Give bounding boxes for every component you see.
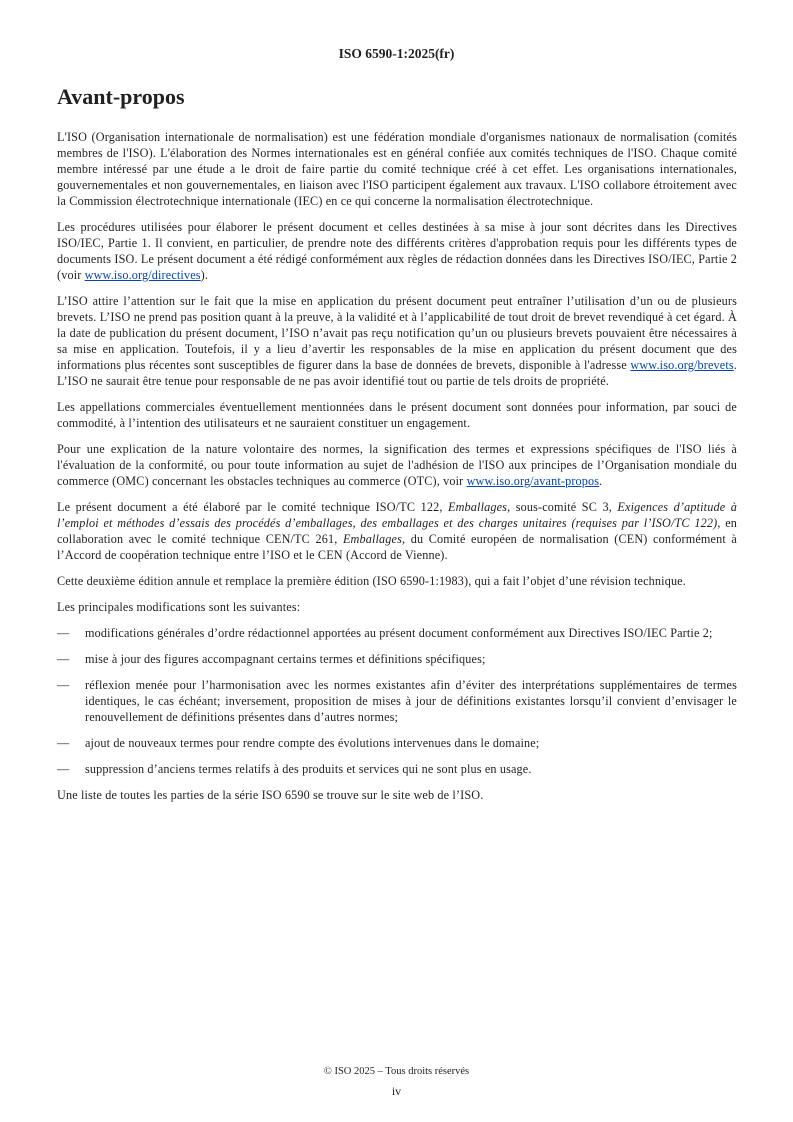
list-item <box>57 625 737 641</box>
dash-bullet: — <box>57 652 70 666</box>
list-item-text: modifications générales d’ordre rédactionnel apportées au présent document conformément aux Directives ISO/IEC Partie 2; <box>85 626 713 640</box>
paragraph-iso-intro: L'ISO (Organisation internationale de normalisation) est une fédération mondiale d'organismes nationaux de normalisation (comités membres de l'ISO). L'élaboration des Normes internationales est en général confiée aux comités techniques de l'ISO. Chaque comité membre intéressé par une étude a le droit de faire partie du comité technique créé à cet effet. Les organisations internationales, gouvernementales et non gouvernementales, en liaison avec l'ISO participent également aux travaux. L'ISO collabore étroitement avec la Commission électrotechnique internationale (IEC) en ce qui concerne la normalisation électrotechnique. <box>57 130 737 208</box>
document-id-header: ISO 6590-1:2025(fr) <box>338 46 455 61</box>
changes-list <box>57 625 737 777</box>
paragraph-patents <box>57 293 737 389</box>
text-italic: Exigences d’aptitude à l’emploi et méthodes d’essais des procédés d’emballages, des emballages et des charges unitaires (requises par l’ISO/TC 122) <box>57 500 737 530</box>
text: , du Comité européen de normalisation (CEN) conformément à l’Accord de coopération technique entre l’ISO et le CEN (Accord de Vienne). <box>57 532 737 562</box>
dash-bullet: — <box>57 626 70 640</box>
text-italic: Emballages <box>448 500 508 514</box>
paragraph-procedures <box>57 219 737 283</box>
text: ). <box>200 268 209 282</box>
list-item <box>57 761 737 777</box>
page-number: iv <box>391 1084 402 1098</box>
list-item-text: ajout de nouveaux termes pour rendre compte des évolutions intervenues dans le domaine; <box>85 736 540 750</box>
text: . <box>599 474 603 488</box>
list-item-text: suppression d’anciens termes relatifs à des produits et services qui ne sont plus en usage. <box>85 762 532 776</box>
paragraph-committee <box>57 499 737 563</box>
copyright-footer: © ISO 2025 – Tous droits réservés <box>323 1066 470 1077</box>
list-item-text: réflexion menée pour l’harmonisation avec les normes existantes afin d’éviter des interprétations supplémentaires de termes identiques, le cas échéant; inversement, proposition de mises à jour de définitions existantes lorsqu’il convient d’envisager le renouvellement de définitions présentes dans d’autres normes; <box>85 678 737 724</box>
dash-bullet: — <box>57 762 70 776</box>
text-italic: Emballages <box>342 532 402 546</box>
directives-link[interactable]: www.iso.org/directives <box>84 268 201 282</box>
document-body <box>57 129 737 813</box>
foreword-link[interactable]: www.iso.org/avant-propos <box>466 474 600 488</box>
text: Le présent document a été élaboré par le comité technique ISO/TC 122, <box>57 500 449 514</box>
dash-bullet: — <box>57 736 70 750</box>
page-title: Avant-propos <box>57 84 185 109</box>
dash-bullet: — <box>57 678 70 692</box>
paragraph-changes-intro: Les principales modifications sont les suivantes: <box>57 600 301 614</box>
text: L’ISO attire l’attention sur le fait que la mise en application du présent document peut entraîner l’utilisation d’un ou de plusieurs brevets. L’ISO ne prend pas position quant à la preuve, à la validité et à l’applicabilité de tout droit de brevet revendiqué à cet égard. À la date de publication du présent document, l’ISO n’avait pas reçu notification qu’un ou plusieurs brevets pouvaient être nécessaires à sa mise en application. Toutefois, il y a lieu d’avertir les responsables de la mise en application du présent document que des informations plus récentes sont susceptibles de figurer dans la base de données de brevets, disponible à l'adresse <box>57 294 737 372</box>
list-item <box>57 677 737 725</box>
paragraph-voluntary-nature <box>57 441 737 489</box>
list-item-text: mise à jour des figures accompagnant certains termes et définitions spécifiques; <box>85 652 486 666</box>
text: Pour une explication de la nature volontaire des normes, la signification des termes et expressions spécifiques de l'ISO liés à l'évaluation de la conformité, ou pour toute information au sujet de l'adhésion de l'ISO aux principes de l’Organisation mondiale du commerce (OMC) concernant les obstacles techniques au commerce (OTC), voir <box>57 442 737 488</box>
text: , en collaboration avec le comité technique CEN/TC 261, <box>57 516 737 546</box>
list-item <box>57 651 737 667</box>
paragraph-series-list: Une liste de toutes les parties de la série ISO 6590 se trouve sur le site web de l’ISO. <box>57 788 484 802</box>
paragraph-trade-names: Les appellations commerciales éventuellement mentionnées dans le présent document sont données pour information, par souci de commodité, à l’intention des utilisateurs et ne sauraient constituer un engagement. <box>57 400 737 430</box>
text: Les procédures utilisées pour élaborer le présent document et celles destinées à sa mise à jour sont décrites dans les Directives ISO/IEC, Partie 1. Il convient, en particulier, de prendre note des différents critères d'approbation requis pour les différents types de documents ISO. Le présent document a été rédigé conformément aux règles de rédaction données dans les Directives ISO/IEC, Partie 2 (voir <box>57 220 737 282</box>
paragraph-edition: Cette deuxième édition annule et remplace la première édition (ISO 6590-1:1983), qui a fait l’objet d’une révision technique. <box>57 574 686 588</box>
list-item <box>57 735 737 751</box>
text: , sous-comité SC 3, <box>507 500 618 514</box>
text: . L’ISO ne saurait être tenue pour responsable de ne pas avoir identifié tout ou partie de tels droits de propriété. <box>57 358 737 388</box>
patents-link[interactable]: www.iso.org/brevets <box>630 358 734 372</box>
